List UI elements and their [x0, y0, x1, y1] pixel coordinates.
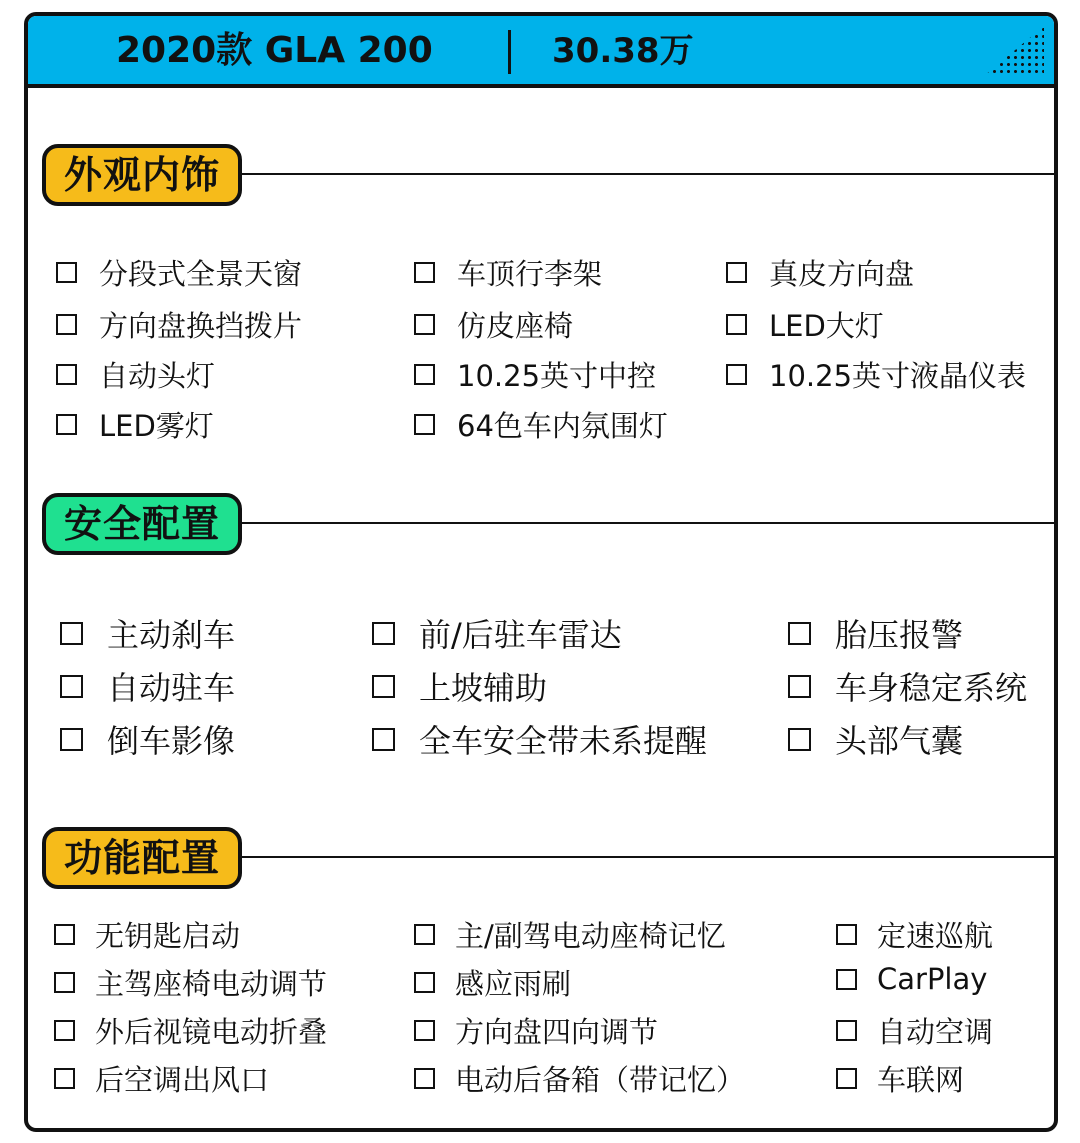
- checkbox-icon: [56, 364, 77, 385]
- feature-label: 自动空调: [877, 1015, 994, 1049]
- feature-label: 真皮方向盘: [769, 257, 915, 291]
- checkbox-icon: [56, 314, 77, 335]
- feature-label: 方向盘四向调节: [455, 1015, 659, 1049]
- section-title-functions: 功能配置: [42, 827, 242, 889]
- feature-label: 自动头灯: [99, 359, 216, 393]
- feature-label: 全车安全带未系提醒: [419, 722, 708, 760]
- spec-card: [24, 12, 1058, 1132]
- feature-item: [836, 1010, 993, 1051]
- feature-label: 上坡辅助: [419, 669, 548, 707]
- feature-item: [60, 610, 235, 656]
- feature-item: [788, 663, 1027, 709]
- feature-item: [372, 716, 707, 762]
- feature-item: [414, 252, 602, 293]
- model-name: 2020款 GLA 200: [116, 30, 433, 71]
- feature-label: 10.25英寸液晶仪表: [769, 359, 1027, 393]
- feature-label: 后空调出风口: [95, 1063, 270, 1097]
- checkbox-icon: [56, 262, 77, 283]
- feature-item: [414, 354, 656, 395]
- section-title-safety: 安全配置: [42, 493, 242, 555]
- checkbox-icon: [414, 1068, 435, 1089]
- feature-item: [372, 663, 547, 709]
- checkbox-icon: [372, 622, 395, 645]
- feature-item: [56, 304, 302, 345]
- feature-label: LED大灯: [769, 309, 884, 343]
- checkbox-icon: [836, 1020, 857, 1041]
- feature-item: [414, 962, 571, 1003]
- feature-item: [414, 404, 668, 445]
- feature-item: [60, 663, 235, 709]
- feature-item: [836, 1058, 964, 1099]
- feature-label: CarPlay: [877, 962, 988, 996]
- checkbox-icon: [726, 262, 747, 283]
- section-divider: [224, 856, 1054, 858]
- feature-item: [788, 716, 963, 762]
- feature-item: [726, 304, 884, 345]
- feature-item: [54, 1058, 269, 1099]
- feature-label: 车顶行李架: [457, 257, 603, 291]
- feature-label: LED雾灯: [99, 409, 214, 443]
- checkbox-icon: [54, 1020, 75, 1041]
- checkbox-icon: [788, 675, 811, 698]
- checkbox-icon: [836, 924, 857, 945]
- section-divider: [224, 173, 1054, 175]
- feature-item: [414, 1058, 745, 1099]
- checkbox-icon: [54, 1068, 75, 1089]
- feature-item: [54, 914, 240, 955]
- checkbox-icon: [54, 972, 75, 993]
- feature-label: 前/后驻车雷达: [419, 616, 622, 654]
- feature-label: 头部气囊: [835, 722, 964, 760]
- feature-item: [54, 1010, 327, 1051]
- feature-label: 外后视镜电动折叠: [95, 1015, 328, 1049]
- checkbox-icon: [788, 622, 811, 645]
- feature-label: 无钥匙启动: [95, 919, 241, 953]
- feature-label: 感应雨刷: [455, 967, 572, 1001]
- checkbox-icon: [60, 728, 83, 751]
- checkbox-icon: [56, 414, 77, 435]
- feature-label: 仿皮座椅: [457, 309, 574, 343]
- section-title-exterior-interior: 外观内饰: [42, 144, 242, 206]
- checkbox-icon: [372, 728, 395, 751]
- checkbox-icon: [60, 622, 83, 645]
- checkbox-icon: [726, 364, 747, 385]
- feature-item: [414, 304, 573, 345]
- feature-label: 倒车影像: [107, 722, 236, 760]
- checkbox-icon: [788, 728, 811, 751]
- feature-label: 主动刹车: [107, 616, 236, 654]
- feature-item: [56, 354, 215, 395]
- feature-label: 车联网: [877, 1063, 965, 1097]
- checkbox-icon: [414, 364, 435, 385]
- feature-item: [836, 914, 993, 955]
- checkbox-icon: [836, 969, 857, 990]
- halftone-dots-decoration: [984, 26, 1044, 76]
- header-divider: [508, 30, 511, 74]
- feature-item: [726, 252, 914, 293]
- feature-label: 主驾座椅电动调节: [95, 967, 328, 1001]
- price: 30.38万: [552, 31, 694, 71]
- checkbox-icon: [54, 924, 75, 945]
- header-bar: [28, 16, 1054, 88]
- checkbox-icon: [414, 314, 435, 335]
- feature-item: [414, 914, 726, 955]
- section-divider: [224, 522, 1054, 524]
- checkbox-icon: [414, 1020, 435, 1041]
- feature-label: 10.25英寸中控: [457, 359, 657, 393]
- feature-label: 电动后备箱（带记忆）: [455, 1063, 746, 1097]
- feature-item: [56, 404, 214, 445]
- feature-item: [726, 354, 1026, 395]
- checkbox-icon: [60, 675, 83, 698]
- feature-label: 64色车内氛围灯: [457, 409, 668, 443]
- feature-label: 车身稳定系统: [835, 669, 1028, 707]
- feature-item: [56, 252, 302, 293]
- feature-item: [54, 962, 327, 1003]
- checkbox-icon: [414, 414, 435, 435]
- checkbox-icon: [836, 1068, 857, 1089]
- checkbox-icon: [414, 972, 435, 993]
- checkbox-icon: [414, 262, 435, 283]
- checkbox-icon: [414, 924, 435, 945]
- feature-label: 主/副驾电动座椅记忆: [455, 919, 726, 953]
- feature-item: [836, 962, 987, 996]
- feature-item: [60, 716, 235, 762]
- feature-label: 定速巡航: [877, 919, 994, 953]
- feature-label: 方向盘换挡拨片: [99, 309, 303, 343]
- feature-item: [372, 610, 622, 656]
- feature-item: [414, 1010, 658, 1051]
- feature-label: 自动驻车: [107, 669, 236, 707]
- feature-label: 分段式全景天窗: [99, 257, 303, 291]
- feature-item: [788, 610, 963, 656]
- checkbox-icon: [726, 314, 747, 335]
- feature-label: 胎压报警: [835, 616, 964, 654]
- checkbox-icon: [372, 675, 395, 698]
